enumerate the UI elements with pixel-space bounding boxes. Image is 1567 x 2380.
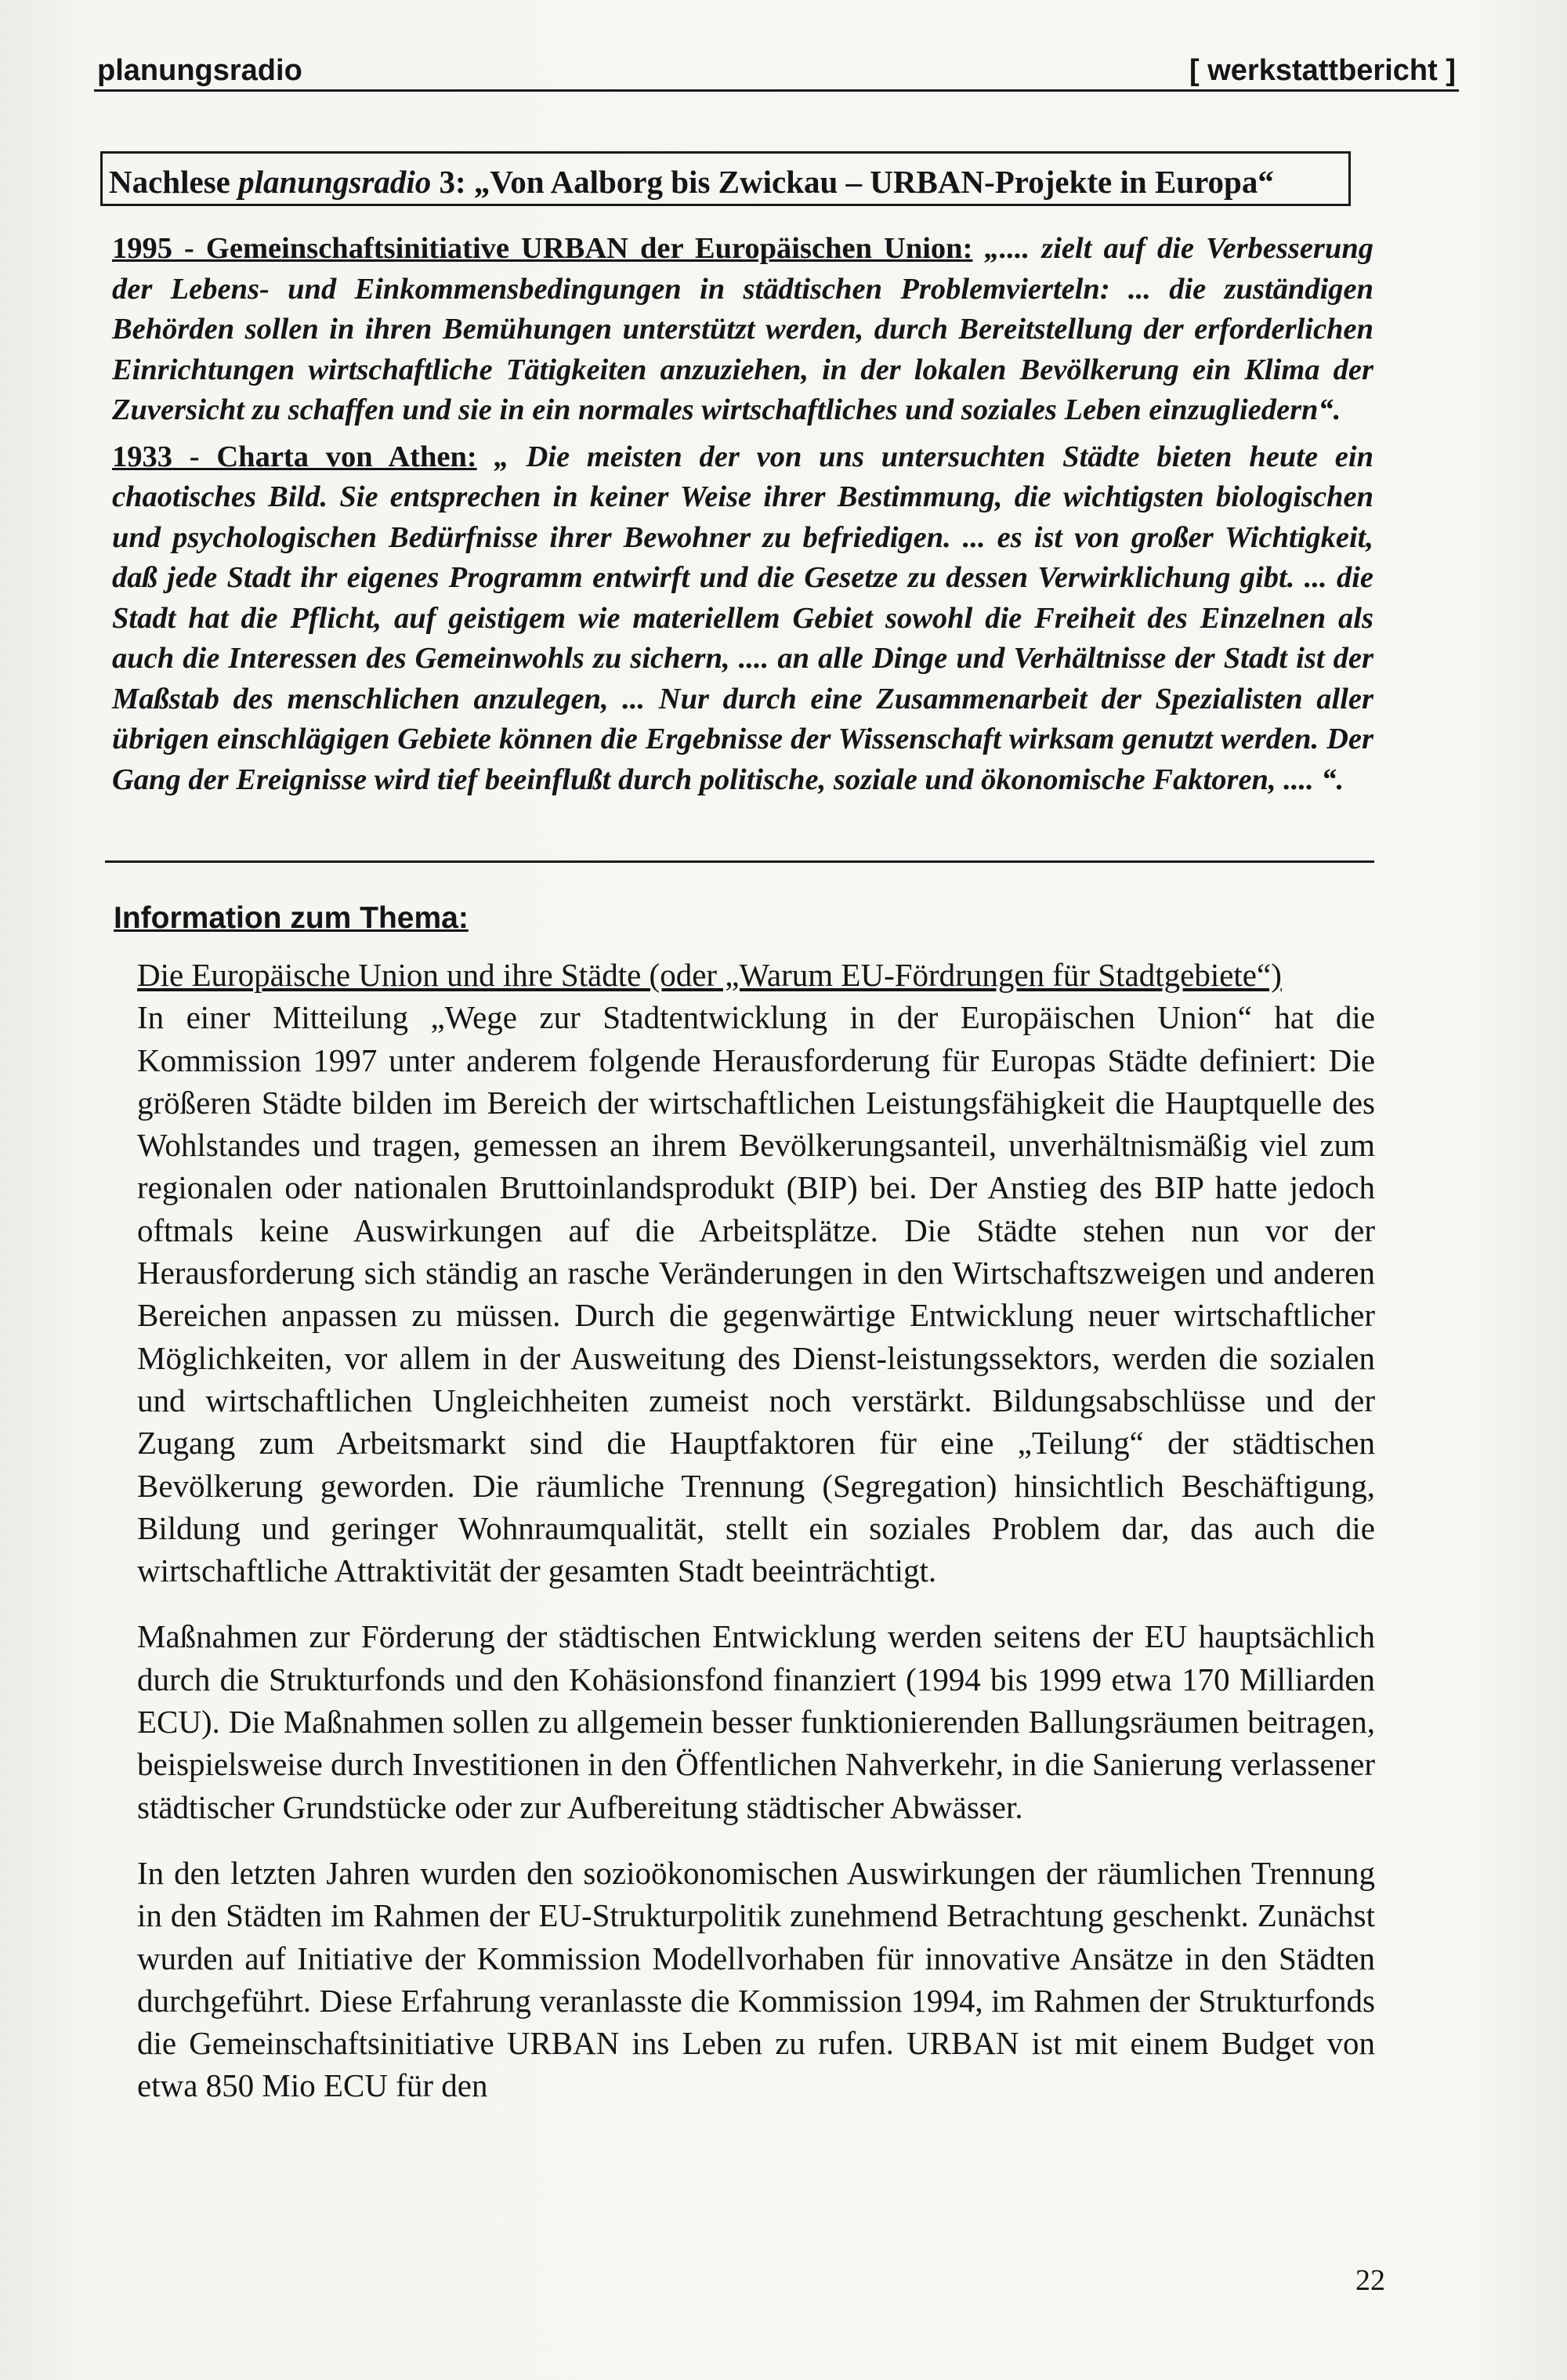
quote-1933 [112,437,1373,801]
section-title: Information zum Thema: [114,901,469,935]
title-prefix: Nachlese [109,164,239,200]
quote-lead: 1995 - Gemeinschaftsinitiative URBAN der Europäischen Union: [112,232,973,265]
body-paragraph: In den letzten Jahren wurden den sozioökonomischen Auswirkungen der räumlichen Trennung in den Städten im Rahmen der EU-Strukturpolitik zunehmend Betrachtung geschenkt. Zunächst wurden auf Initiative der Kommission Modellvorhaben für innovative Ansätze in den Städten durchgeführt. Diese Erfahrung veranlasste die Kommission 1994, im Rahmen der Strukturfonds die Gemeinschaftsinitiative URBAN ins Leben zu rufen. URBAN ist mit einem Budget von etwa 850 Mio ECU für den [137,1854,1375,2104]
article-body [137,954,1375,2107]
title-rest: 3: „Von Aalborg bis Zwickau – URBAN-Projekte in Europa“ [431,164,1274,200]
page-number: 22 [1355,2264,1385,2297]
article-subheading: Die Europäische Union und ihre Städte (oder „Warum EU-Fördrungen für Stadtgebiete“) [137,957,1282,993]
divider-line [105,860,1374,863]
article-title-box [100,151,1351,206]
title-emphasis: planungsradio [238,164,432,200]
quote-text: „.... zielt auf die Verbesserung der Lebens- und Einkommensbedingungen in städtischen Problemvierteln: ... die zuständigen Behörden sollen in ihren Bemühungen unterstützt werden, durch Bereitstellung der erforderlichen Einrichtungen wirtschaftliche Tätigkeiten anzuziehen, in der lokalen Bevölkerung ein Klima der Zuversicht zu schaffen und sie in ein normales wirtschaftliches und soziales Leben einzugliedern“. [112,232,1373,426]
body-paragraph: In einer Mitteilung „Wege zur Stadtentwicklung in der Europäischen Union“ hat die Kommission 1997 unter anderem folgende Herausforderung für Europas Städte definiert: Die größeren Städte bilden im Bereich der wirtschaftlichen Leistungsfähigkeit die Hauptquelle des Wohlstandes und tragen, gemessen an ihrem Bevölkerungsanteil, unverhältnismäßig viel zum regionalen oder nationalen Bruttoinlandsprodukt (BIP) bei. Der Anstieg des BIP hatte jedoch oftmals keine Auswirkungen auf die Arbeitsplätze. Die Städte stehen nun vor der Herausforderung sich ständig an rasche Veränderungen in den Wirtschaftszweigen und anderen Bereichen anpassen zu müssen. Durch die gegenwärtige Entwicklung neuer wirtschaftlicher Möglichkeiten, vor allem in der Ausweitung des Dienst-leistungssektors, werden die sozialen und wirtschaftlichen Ungleichheiten zumeist noch verstärkt. Bildungsabschlüsse und der Zugang zum Arbeitsmarkt sind die Hauptfaktoren für eine „Teilung“ der städtischen Bevölkerung geworden. Die räumliche Trennung (Segregation) hinsichtlich Beschäftigung, Bildung und geringer Wohnraumqualität, stellt ein soziales Problem dar, das auch die wirtschaftliche Attraktivität der gesamten Stadt beeinträchtigt. [137,999,1375,1589]
header-publication: planungsradio [97,54,302,87]
body-paragraph: Maßnahmen zur Förderung der städtischen Entwicklung werden seitens der EU hauptsächlich durch die Strukturfonds und den Kohäsionsfond finanziert (1994 bis 1999 etwa 170 Milliarden ECU). Die Maßnahmen sollen zu allgemein besser funktionierenden Ballungsräumen beitragen, beispielsweise durch Investitionen in den Öffentlichen Nahverkehr, in die Sanierung verlassener städtischer Grundstücke oder zur Aufbereitung städtischer Abwässer. [137,1618,1375,1825]
quote-1995 [112,229,1373,431]
page-header [94,45,1459,92]
quote-text: „ Die meisten der von uns untersuchten Städte bieten heute ein chaotisches Bild. Sie entsprechen in keiner Weise ihrer Bestimmung, die wichtigsten biologischen und psychologischen Bedürfnisse ihrer Bewohner zu befriedigen. ... es ist von großer Wichtigkeit, daß jede Stadt ihr eigenes Programm entwirft und die Gesetze zu dessen Verwirklichung gibt. ... die Stadt hat die Pflicht, auf geistigem wie materiellem Gebiet sowohl die Freiheit des Einzelnen als auch die Interessen des Gemeinwohls zu sichern, .... an alle Dinge und Verhältnisse der Stadt ist der Maßstab des menschlichen anzulegen, ... Nur durch eine Zusammenarbeit der Spezialisten aller übrigen einschlägigen Gebiete können die Ergebnisse der Wissenschaft wirksam genutzt werden. Der Gang der Ereignisse wird tief beeinflußt durch politische, soziale und ökonomische Faktoren, .... “. [112,440,1374,796]
quote-lead: 1933 - Charta von Athen: [112,440,477,473]
quotes-block [112,229,1373,800]
header-section: [ werkstattbericht ] [1189,54,1456,87]
